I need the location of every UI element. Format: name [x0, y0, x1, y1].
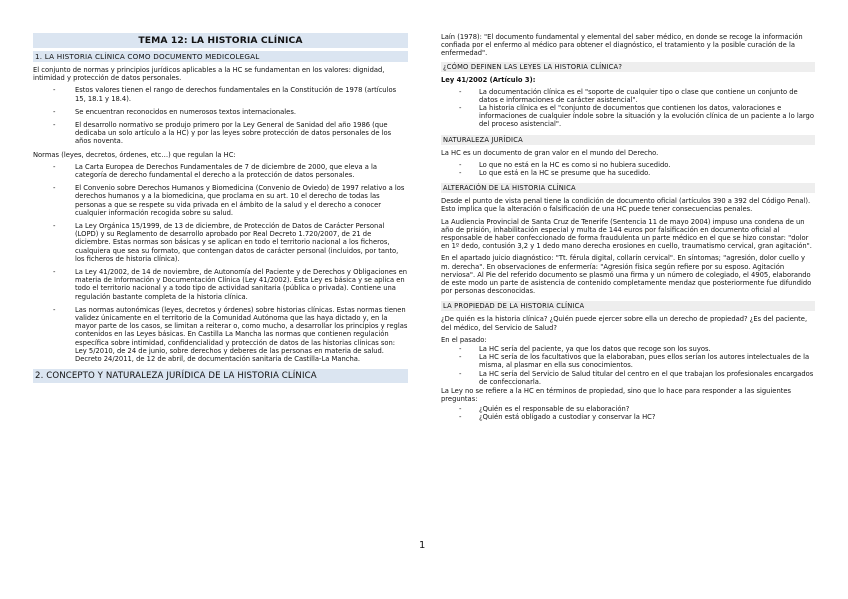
list-item: - La Carta Europea de Derechos Fundamentales de 7 de diciembre de 2000, que eleva a la categoría de derecho fundamental el derecho a la protección de datos personales. [33, 163, 408, 179]
list-item: - La Ley Orgánica 15/1999, de 13 de diciembre, de Protección de Datos de Carácter Personal (LOPD) y su Reglamento de desarrollo aprobado por Real Decreto 1.720/2007, de 21 de diciembre. Estas normas son básicas y se aplican en todo el territorio nacional a los ficheros, cualquiera que sea su formato, que contengan datos de carácter personal (incluidos, por tanto, los ficheros de historia clínica). [33, 222, 408, 263]
pasado-label: En el pasado: [441, 335, 487, 344]
propiedad-question: ¿De quién es la historia clínica? ¿Quién puede ejercer sobre ella un derecho de propiedad? ¿Es del paciente, del médico, del Servicio de Salud? [441, 315, 808, 332]
list-item: - Lo que no está en la HC es como si no hubiera sucedido. [441, 161, 815, 169]
list-item: - La Ley 41/2002, de 14 de noviembre, de Autonomía del Paciente y de Derechos y Obligaciones en materia de Información y Documentación Clínica (Ley 41/2002). Esta Ley es básica y se aplica en todo el territorio nacional y a todo tipo de actividad sanitaria (pública o privada). Contiene una regulación bastante completa de la historia clínica. [33, 268, 408, 301]
pasado-list [441, 345, 815, 386]
list-item: - ¿Quién es el responsable de su elaboración? [441, 405, 815, 413]
ley-no-paragraph: La Ley no se refiere a la HC en términos de propiedad, sino que lo hace para responder a las siguientes preguntas: [441, 387, 792, 404]
list-item: - La documentación clínica es el "soporte de cualquier tipo o clase que contiene un conjunto de datos e informaciones de carácter asistencial". [441, 88, 815, 104]
law-definitions-list [441, 88, 815, 129]
list-item: - La HC sería del paciente, ya que los datos que recoge son los suyos. [441, 345, 815, 353]
list-item: - La HC sería del Servicio de Salud titular del centro en el que trabajan los profesionales encargados de confeccionarla. [441, 370, 815, 386]
alteracion-paragraph-3: En el apartado juicio diagnóstico: "Tt. férula digital, collarín cervical". En síntomas; "agresión, dolor cuello y m. derecha". En observaciones de enfermería: "Agresión física según refiere por su esposo. Agitación nerviosa". Al Pie del referido documento se plasmó una firma y un número de colegiado, el 4905, elaborando de este modo un parte de asistencia de contenido completamente mendaz que posteriormente fue difundido por personas desconocidas. [441, 254, 812, 296]
list-item: - La historia clínica es el "conjunto de documentos que contienen los datos, valoraciones e informaciones de cualquier índole sobre la situación y la evolución clínica de un paciente a lo largo del proceso asistencial". [441, 104, 815, 129]
list-item: - Las normas autonómicas (leyes, decretos y órdenes) sobre historias clínicas. Estas normas tienen validez únicamente en el territorio de la Comunidad Autónoma que las haya dictado y, en la mayor parte de los casos, se limitan a reiterar o, como mucho, a desarrollar los principios y reglas contenidos en las Leyes básicas. En Castilla La Mancha las normas que contienen regulación específica sobre intimidad, confidencialidad y protección de datos de las historias clínicas son: Ley 5/2010, de 24 de junio, sobre derechos y deberes de las personas en materia de salud. Decreto 24/2011, de 12 de abril, de documentación sanitaria de Castilla-La Mancha. [33, 306, 408, 363]
list-item: - La HC sería de los facultativos que la elaboraban, pues ellos serían los autores intelectuales de la misma, al plasmar en ella sus conocimientos. [441, 353, 815, 369]
lain-quote: Laín (1978): "El documento fundamental y elemental del saber médico, en donde se recoge la información confiada por el enfermo al médico para obtener el diagnóstico, el tratamiento y la posible curación de la enfermedad". [441, 33, 803, 58]
normas-intro: Normas (leyes, decretos, órdenes, etc…) que regulan la HC: [33, 150, 236, 159]
naturaleza-text: La HC es un documento de gran valor en el mundo del Derecho. [441, 148, 659, 157]
subsection-naturaleza: NATURALEZA JURÍDICA [441, 135, 815, 145]
section-heading-1: 1. LA HISTORIA CLÍNICA COMO DOCUMENTO MEDICOLEGAL [33, 51, 408, 62]
document-title: TEMA 12: LA HISTORIA CLÍNICA [33, 33, 408, 48]
right-column [441, 33, 815, 425]
alteracion-paragraph-1: Desde el punto de vista penal tiene la condición de documento oficial (artículos 390 a 392 del Código Penal). Esto implica que la alteración o falsificación de una HC puede tener consecuencias penales. [441, 197, 811, 214]
subsection-propiedad: LA PROPIEDAD DE LA HISTORIA CLÍNICA [441, 301, 815, 311]
list-item: - Estos valores tienen el rango de derechos fundamentales en la Constitución de 1978 (artículos 15, 18.1 y 18.4). [33, 86, 408, 102]
subsection-alteracion: ALTERACIÓN DE LA HISTORIA CLÍNICA [441, 183, 815, 193]
subsection-leyes: ¿CÓMO DEFINEN LAS LEYES LA HISTORIA CLÍNICA? [441, 62, 815, 72]
intro-paragraph: El conjunto de normas y principios jurídicos aplicables a la HC se fundamentan en los valores: dignidad, intimidad y protección de datos personales. [33, 66, 385, 83]
normas-list [33, 163, 408, 363]
list-item: - ¿Quién está obligado a custodiar y conservar la HC? [441, 413, 815, 421]
section-heading-2: 2. CONCEPTO Y NATURALEZA JURÍDICA DE LA HISTORIA CLÍNICA [33, 369, 408, 383]
list-item: - El desarrollo normativo se produjo primero por la Ley General de Sanidad del año 1986 (que dedicaba un solo artículo a la HC) y por las leyes sobre protección de datos personales de los años noventa. [33, 121, 408, 146]
page-number: 1 [419, 540, 426, 551]
preguntas-list [441, 405, 815, 421]
list-item: - Lo que está en la HC se presume que ha sucedido. [441, 169, 815, 177]
naturaleza-list [441, 161, 815, 177]
list-item: - El Convenio sobre Derechos Humanos y Biomedicina (Convenio de Oviedo) de 1997 relativo a los derechos humanos y a la biomedicina, que proclama en su art. 10 el derecho de todas las personas a que se respete su vida privada en el ámbito de la salud y el derecho a conocer cualquier información recogida sobre su salud. [33, 184, 408, 217]
alteracion-paragraph-2: La Audiencia Provincial de Santa Cruz de Tenerife (Sentencia 11 de mayo 2004) impuso una condena de un año de prisión, inhabilitación especial y multa de 144 euros por falsificación en documento oficial al responsable de haber confeccionado de forma fraudulenta un parte médico en el que se hizo constar: "dolor en 1º dedo, contusión 3,2 y 1 dedo mano derecha erosiones en cuello, traumatismo cervical, gran agitación". [441, 217, 812, 251]
law-reference: Ley 41/2002 (Artículo 3): [441, 75, 536, 84]
list-item: - Se encuentran reconocidos en numerosos textos internacionales. [33, 108, 408, 116]
values-list [33, 86, 408, 145]
left-column [33, 33, 408, 387]
